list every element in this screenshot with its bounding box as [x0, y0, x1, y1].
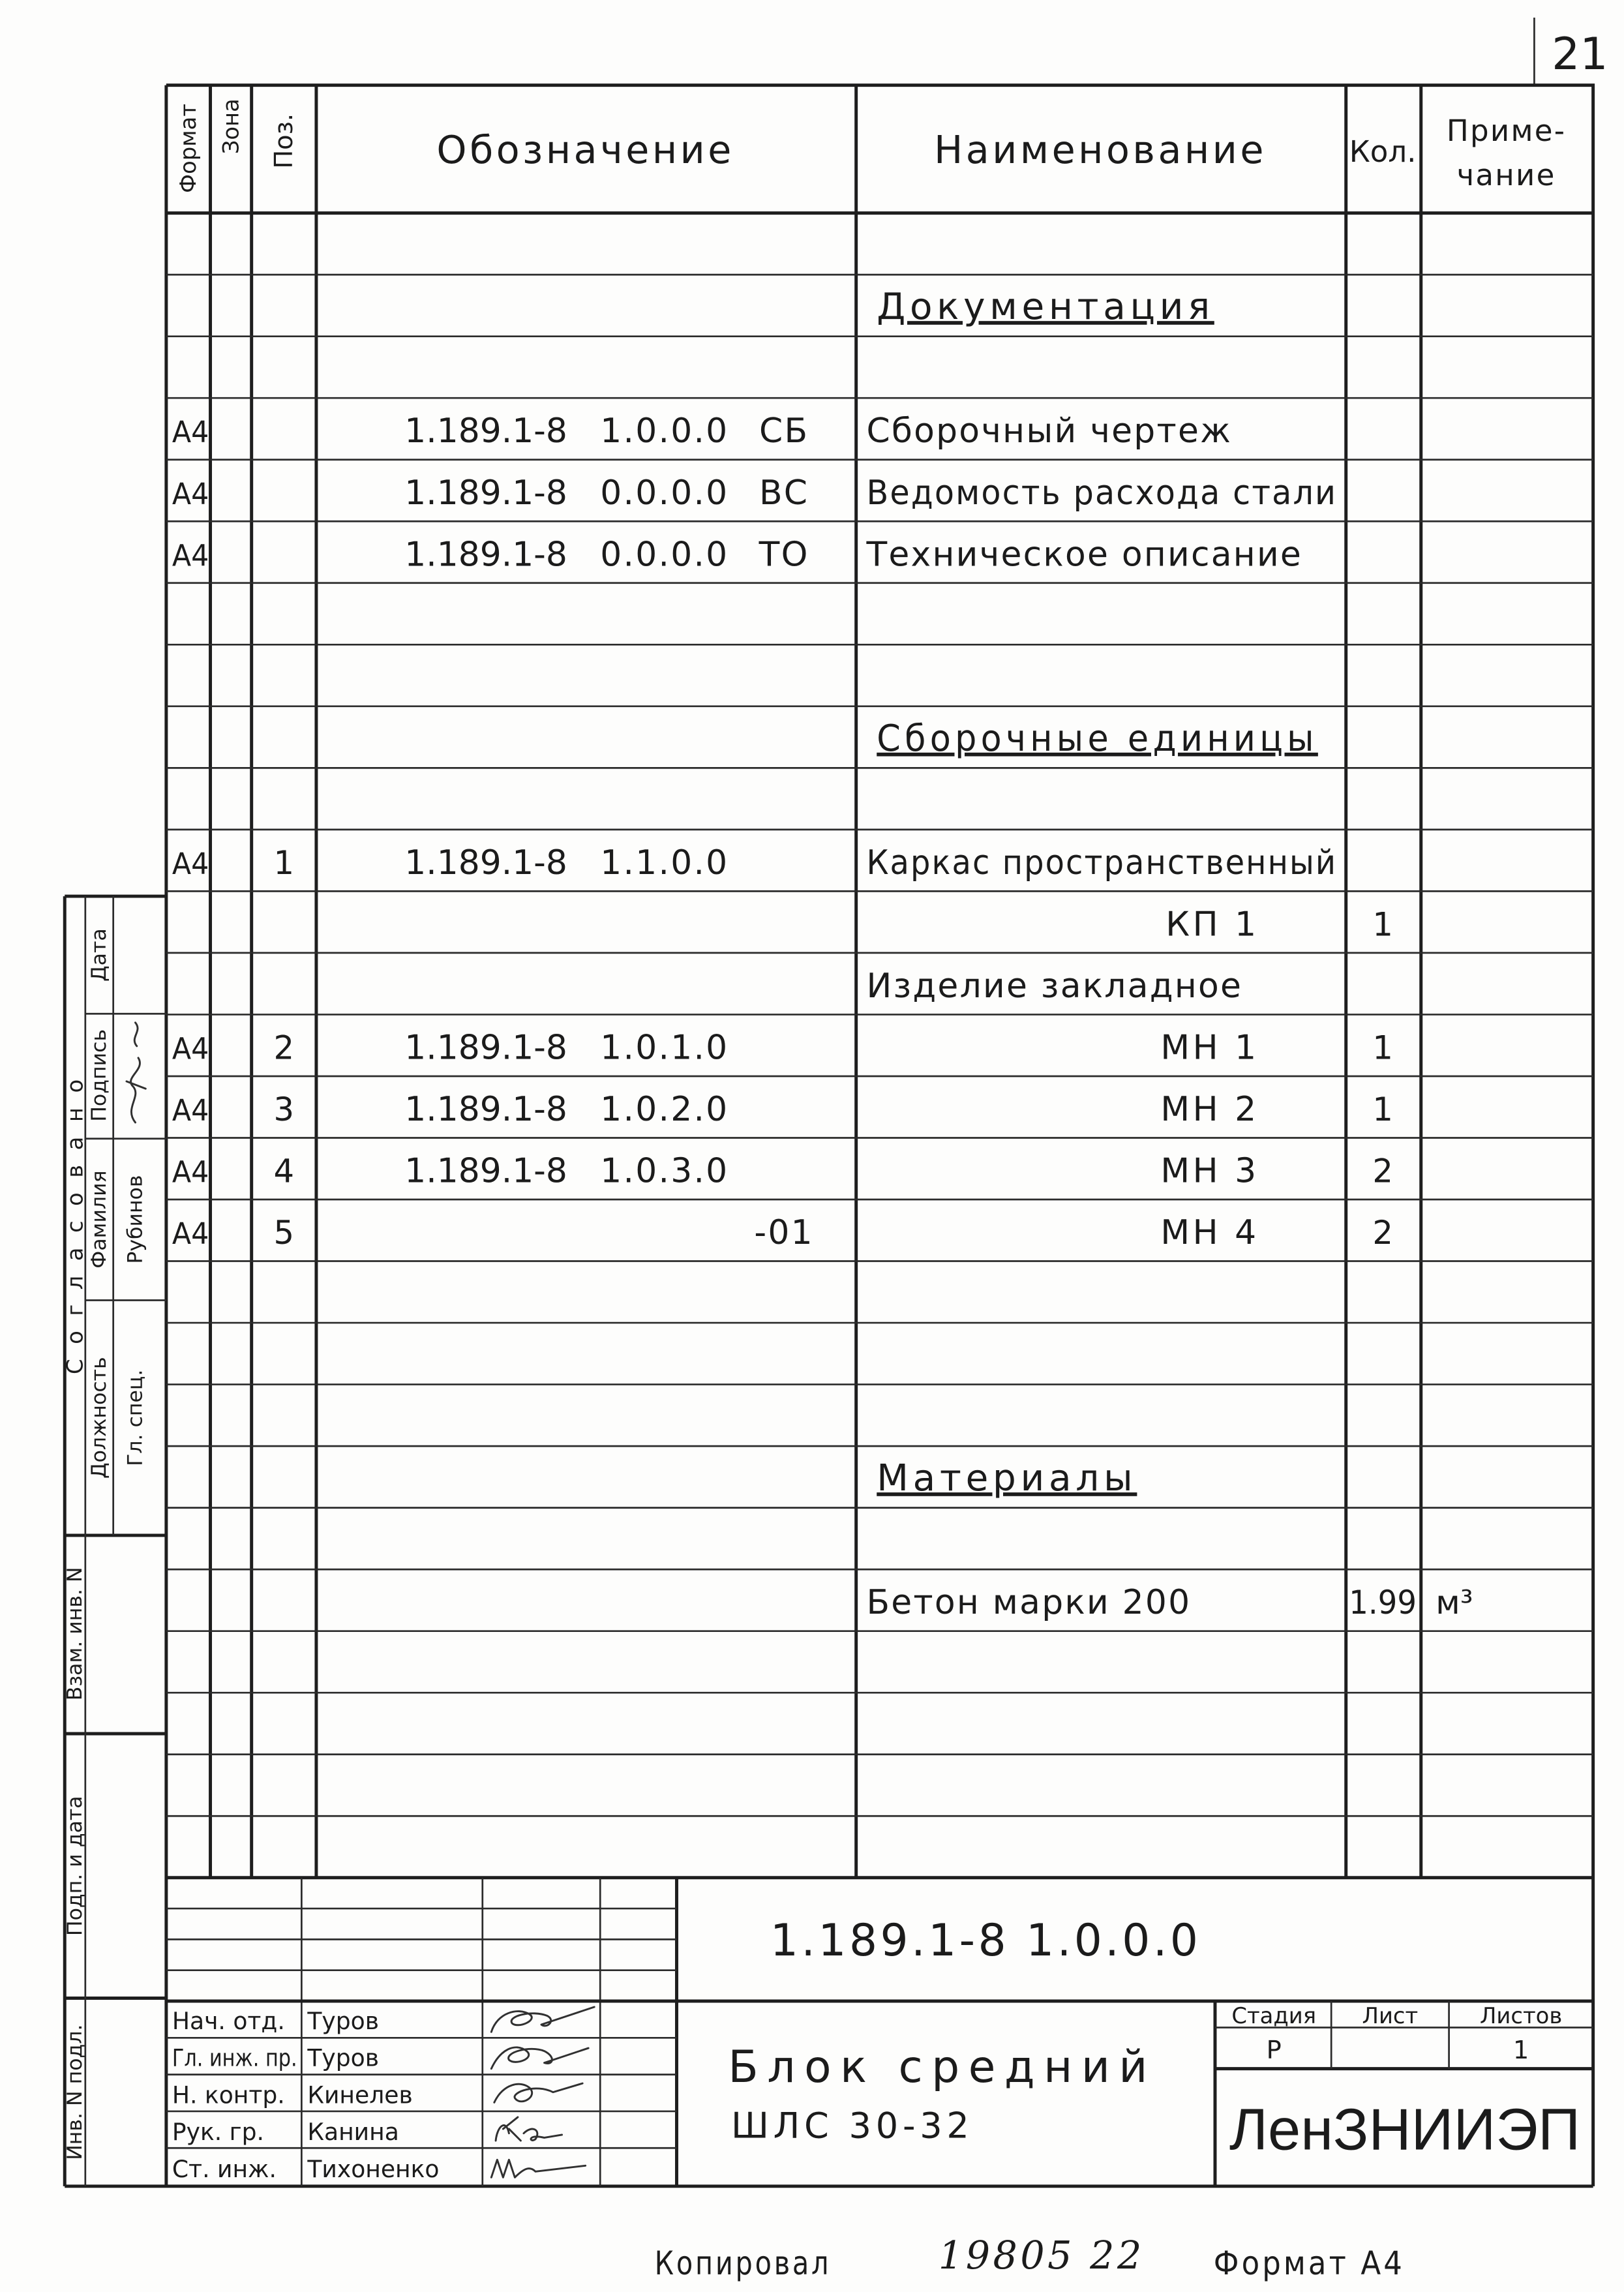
signer-role: Ст. инж.	[172, 2155, 277, 2183]
spec-section-title: Сборочные единицы	[877, 717, 1318, 760]
spec-cell-pos: 5	[273, 1214, 295, 1252]
spec-cell-qty: 2	[1372, 1152, 1393, 1190]
spec-cell-name: Техническое описание	[866, 535, 1303, 575]
spec-cell-doc: ВС	[759, 473, 809, 513]
spec-cell-pos: 3	[273, 1091, 295, 1129]
signer-role: Нач. отд.	[172, 2007, 285, 2035]
spec-cell-pos: 4	[273, 1152, 295, 1190]
title-block	[166, 1878, 1593, 2186]
main-frame	[62, 85, 1593, 2186]
spec-cell-mark: МН 2	[1160, 1090, 1259, 1130]
stage-label: Стадия	[1231, 2002, 1317, 2028]
approval-surname: Рубинов	[123, 1175, 147, 1264]
spec-cell-code: 1.1.0.0	[600, 843, 729, 882]
spec-cell-format: А4	[172, 415, 209, 450]
approval-title: Согласовано	[62, 1064, 88, 1374]
spec-cell-doc: СБ	[759, 412, 809, 451]
signer-surname: Туров	[307, 2044, 379, 2072]
signer-role: Гл. инж. пр.	[172, 2044, 297, 2072]
signer-surname: Туров	[307, 2007, 379, 2035]
spec-cell-code: 1.0.1.0	[600, 1028, 729, 1068]
approval-signature-scribble	[127, 1023, 145, 1123]
header-format: Формат	[175, 103, 202, 194]
spec-cell-mark: МН 4	[1160, 1213, 1259, 1253]
signature-scribble	[491, 2160, 585, 2177]
spec-cell-name: Изделие закладное	[866, 967, 1243, 1006]
page-number: 21	[1552, 27, 1608, 80]
spec-section-title: Материалы	[877, 1457, 1137, 1500]
spec-cell-series: 1.189.1-8	[404, 1028, 567, 1068]
signature-scribble	[491, 2047, 588, 2069]
spec-cell-format: А4	[172, 1216, 209, 1252]
approval-position: Гл. спец.	[123, 1369, 147, 1466]
organization-name: ЛенЗНИИЭП	[1229, 2096, 1581, 2163]
spec-cell-doc: -01	[754, 1213, 814, 1253]
header-quantity: Кол.	[1349, 134, 1417, 169]
spec-rows	[172, 286, 1473, 1622]
sheet-label: Лист	[1362, 2002, 1419, 2028]
product-name: Блок средний	[728, 2040, 1156, 2092]
spec-cell-series: 1.189.1-8	[404, 473, 567, 513]
footer	[655, 2233, 1405, 2282]
header-zone: Зона	[218, 98, 244, 155]
spec-cell-format: А4	[172, 476, 209, 511]
spec-section-title: Документация	[877, 286, 1214, 329]
spec-cell-qty: 1	[1372, 1029, 1393, 1067]
spec-cell-note: м³	[1436, 1584, 1473, 1622]
header-name: Наименование	[934, 128, 1267, 173]
spec-cell-series: 1.189.1-8	[404, 1090, 567, 1130]
signer-surname: Кинелев	[307, 2081, 413, 2109]
header-position: Поз.	[269, 113, 299, 169]
header-designation: Обозначение	[436, 128, 734, 173]
spec-cell-series: 1.189.1-8	[404, 1151, 567, 1191]
spec-cell-name: Каркас пространственный	[866, 843, 1338, 882]
spec-cell-qty: 1	[1372, 1091, 1393, 1129]
sheets-label: Листов	[1479, 2002, 1563, 2028]
spec-cell-code: 0.0.0.0	[600, 535, 729, 575]
signer-list	[172, 2008, 440, 2183]
spec-cell-code: 1.0.2.0	[600, 1090, 729, 1130]
signature-scribbles	[491, 2007, 594, 2177]
signer-role: Н. контр.	[172, 2081, 285, 2109]
signer-surname: Канина	[307, 2119, 399, 2147]
spec-cell-doc: ТО	[759, 535, 809, 575]
format-label: Формат А4	[1213, 2244, 1405, 2282]
field-replaced-inventory: Взам. инв. N	[63, 1567, 87, 1701]
approval-stamp	[63, 896, 166, 2186]
spec-cell-mark: КП 1	[1165, 905, 1259, 944]
signer-role: Рук. гр.	[172, 2119, 265, 2147]
spec-cell-code: 0.0.0.0	[600, 473, 729, 513]
spec-cell-qty: 2	[1372, 1214, 1393, 1252]
spec-cell-name: Сборочный чертеж	[866, 412, 1233, 451]
spec-header	[175, 98, 1566, 193]
copied-label: Копировал	[654, 2244, 832, 2282]
document-designation: 1.189.1-8 1.0.0.0	[770, 1914, 1201, 1967]
spec-cell-name: Ведомость расхода стали	[866, 473, 1338, 513]
approval-label-position: Должность	[87, 1357, 112, 1479]
signature-scribble	[496, 2117, 562, 2141]
signer-surname: Тихоненко	[307, 2155, 440, 2183]
field-original-inventory: Инв. N подл.	[63, 2024, 87, 2160]
spec-cell-mark: МН 1	[1160, 1028, 1259, 1068]
signature-scribble	[494, 2083, 582, 2102]
header-note-line2: чание	[1456, 157, 1556, 192]
approval-label-surname: Фамилия	[87, 1170, 112, 1269]
spec-cell-series: 1.189.1-8	[404, 843, 567, 882]
approval-label-signature: Подпись	[87, 1029, 112, 1122]
spec-cell-format: А4	[172, 538, 209, 573]
spec-cell-series: 1.189.1-8	[404, 535, 567, 575]
copy-number: 19805 22	[938, 2233, 1145, 2278]
signature-scribble	[491, 2007, 594, 2032]
spec-cell-name: Бетон марки 200	[866, 1583, 1192, 1623]
sheets-value: 1	[1512, 2035, 1529, 2065]
spec-cell-format: А4	[172, 846, 209, 881]
header-note-line1: Приме-	[1446, 113, 1567, 149]
spec-cell-pos: 1	[273, 843, 295, 882]
spec-cell-qty: 1.99	[1349, 1584, 1417, 1622]
spec-cell-code: 1.0.0.0	[600, 412, 729, 451]
spec-cell-format: А4	[172, 1093, 209, 1128]
product-mark: ШЛС 30-32	[730, 2105, 974, 2147]
spec-cell-format: А4	[172, 1154, 209, 1190]
spec-cell-mark: МН 3	[1160, 1151, 1259, 1191]
spec-cell-format: А4	[172, 1031, 209, 1066]
approval-label-date: Дата	[87, 928, 112, 982]
spec-cell-pos: 2	[273, 1029, 295, 1067]
spec-cell-series: 1.189.1-8	[404, 412, 567, 451]
field-signature-date: Подп. и дата	[63, 1796, 87, 1937]
spec-cell-qty: 1	[1372, 905, 1393, 944]
spec-cell-code: 1.0.3.0	[600, 1151, 729, 1191]
stage-value: Р	[1266, 2035, 1282, 2065]
